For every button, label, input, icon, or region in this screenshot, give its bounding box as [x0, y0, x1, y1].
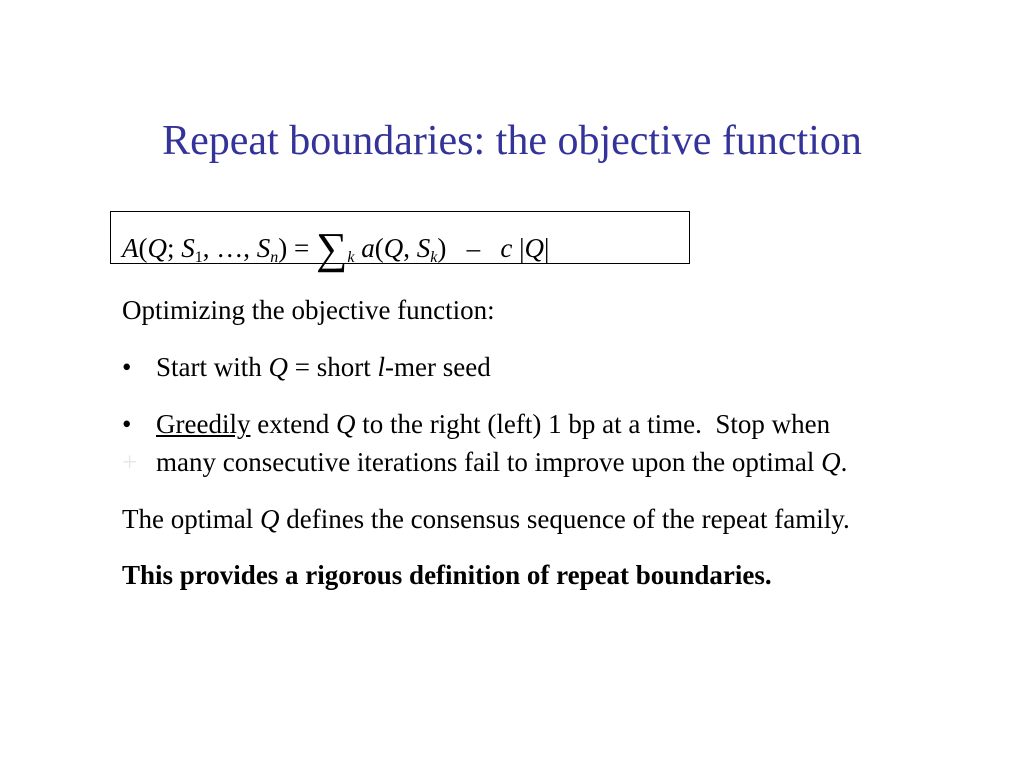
optimizing-heading: Optimizing the objective function:	[122, 295, 495, 325]
greedily-underlined: Greedily	[156, 409, 251, 439]
bullet-symbol: •	[122, 409, 132, 439]
slide-title: Repeat boundaries: the objective function	[162, 118, 862, 164]
sigma-symbol: ∑	[315, 224, 348, 273]
conclusion-statement: This provides a rigorous definition of repeat boundaries.	[122, 560, 772, 590]
bullet-greedy-extend: • Greedily extend Q to the right (left) 1 bp at a time. Stop when	[122, 406, 830, 442]
consensus-statement: The optimal Q defines the consensus sequence of the repeat family.	[122, 504, 850, 534]
bullet-greedy-extend-continued: + many consecutive iterations fail to improve upon the optimal Q.	[122, 444, 847, 480]
bullet-symbol: •	[122, 352, 132, 382]
objective-formula: A(Q; $S_1$, …, $S_n) = \sum_k$ a(Q, $S_k$) – c |Q|	[122, 224, 550, 273]
faint-marker: +	[122, 447, 138, 477]
bullet-start-seed: • Start with Q = short l-mer seed	[122, 349, 491, 385]
